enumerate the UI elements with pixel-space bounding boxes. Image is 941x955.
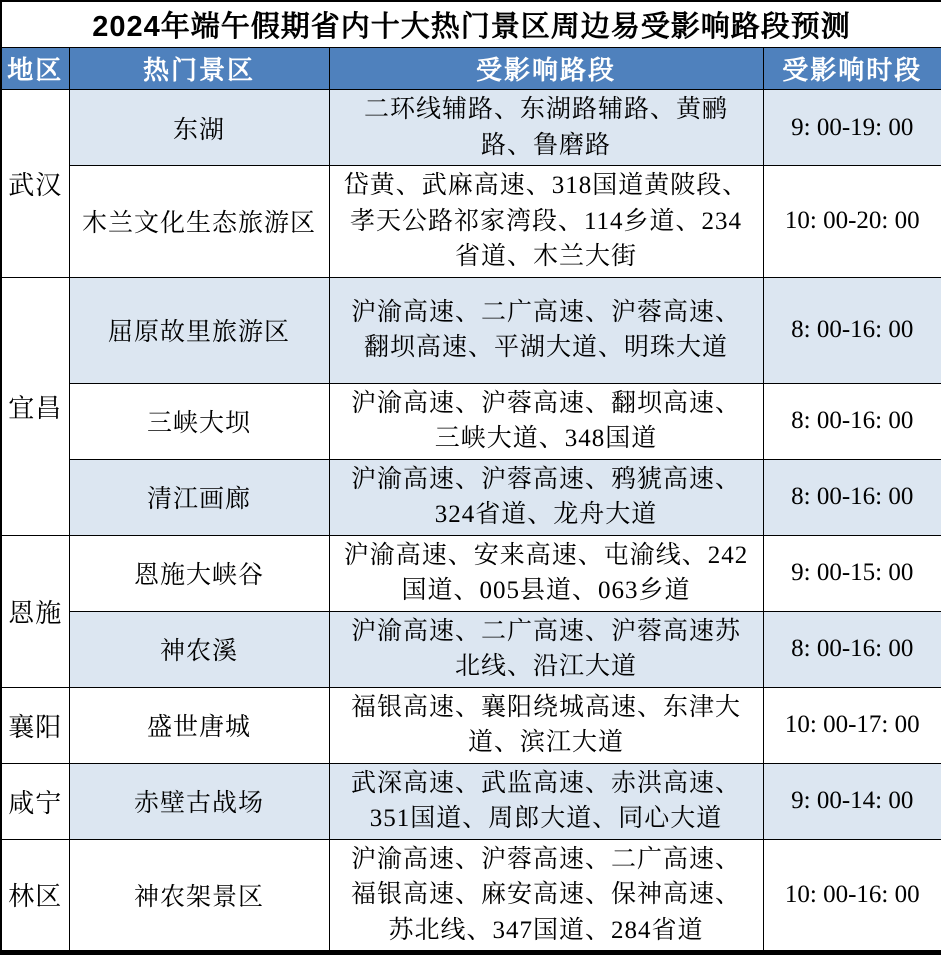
- time-cell: 8: 00-16: 00: [763, 459, 941, 535]
- time-cell: 8: 00-16: 00: [763, 611, 941, 687]
- table-row: [1, 383, 941, 459]
- table-row: [1, 459, 941, 535]
- column-header-region: 地区: [1, 48, 69, 90]
- region-cell-wuhan: 武汉: [1, 90, 69, 278]
- time-cell: 8: 00-16: 00: [763, 277, 941, 383]
- region-cell-linqu: 林区: [1, 839, 69, 953]
- spot-cell: 恩施大峡谷: [69, 535, 329, 611]
- time-cell: 9: 00-14: 00: [763, 763, 941, 839]
- spot-cell: 神农溪: [69, 611, 329, 687]
- table-row: [1, 687, 941, 763]
- column-header-spot: 热门景区: [69, 48, 329, 90]
- roads-cell: 沪渝高速、二广高速、沪蓉高速、翻坝高速、平湖大道、明珠大道: [329, 277, 763, 383]
- spot-cell: 神农架景区: [69, 839, 329, 953]
- table-row: [1, 611, 941, 687]
- roads-cell: 福银高速、襄阳绕城高速、东津大道、滨江大道: [329, 687, 763, 763]
- spot-cell: 木兰文化生态旅游区: [69, 166, 329, 278]
- time-cell: 10: 00-20: 00: [763, 166, 941, 278]
- title-row: [1, 1, 941, 48]
- region-cell-yichang: 宜昌: [1, 277, 69, 535]
- time-cell: 8: 00-16: 00: [763, 383, 941, 459]
- time-cell: 9: 00-15: 00: [763, 535, 941, 611]
- time-cell: 10: 00-16: 00: [763, 839, 941, 953]
- spot-cell: 清江画廊: [69, 459, 329, 535]
- roads-cell: 岱黄、武麻高速、318国道黄陂段、孝天公路祁家湾段、114乡道、234省道、木兰大街: [329, 166, 763, 278]
- region-cell-xianning: 咸宁: [1, 763, 69, 839]
- roads-cell: 沪渝高速、沪蓉高速、鸦猇高速、324省道、龙舟大道: [329, 459, 763, 535]
- table-row: [1, 839, 941, 953]
- spot-cell: 赤壁古战场: [69, 763, 329, 839]
- roads-cell: 沪渝高速、安来高速、屯渝线、242国道、005县道、063乡道: [329, 535, 763, 611]
- roads-cell: 武深高速、武监高速、赤洪高速、351国道、周郎大道、同心大道: [329, 763, 763, 839]
- table-row: [1, 535, 941, 611]
- time-cell: 9: 00-19: 00: [763, 90, 941, 166]
- roads-cell: 沪渝高速、二广高速、沪蓉高速苏北线、沿江大道: [329, 611, 763, 687]
- table-row: [1, 90, 941, 166]
- page-title: 2024年端午假期省内十大热门景区周边易受影响路段预测: [1, 1, 941, 48]
- table-row: [1, 277, 941, 383]
- table-row: [1, 763, 941, 839]
- time-cell: 10: 00-17: 00: [763, 687, 941, 763]
- table-row: [1, 166, 941, 278]
- table-header-row: [1, 48, 941, 90]
- spot-cell: 东湖: [69, 90, 329, 166]
- region-cell-enshi: 恩施: [1, 535, 69, 687]
- roads-cell: 二环线辅路、东湖路辅路、黄鹂路、鲁磨路: [329, 90, 763, 166]
- column-header-roads: 受影响路段: [329, 48, 763, 90]
- spot-cell: 盛世唐城: [69, 687, 329, 763]
- column-header-time: 受影响时段: [763, 48, 941, 90]
- roads-cell: 沪渝高速、沪蓉高速、翻坝高速、三峡大道、348国道: [329, 383, 763, 459]
- roads-cell: 沪渝高速、沪蓉高速、二广高速、福银高速、麻安高速、保神高速、苏北线、347国道、284省道: [329, 839, 763, 953]
- region-cell-xiangyang: 襄阳: [1, 687, 69, 763]
- spot-cell: 屈原故里旅游区: [69, 277, 329, 383]
- spot-cell: 三峡大坝: [69, 383, 329, 459]
